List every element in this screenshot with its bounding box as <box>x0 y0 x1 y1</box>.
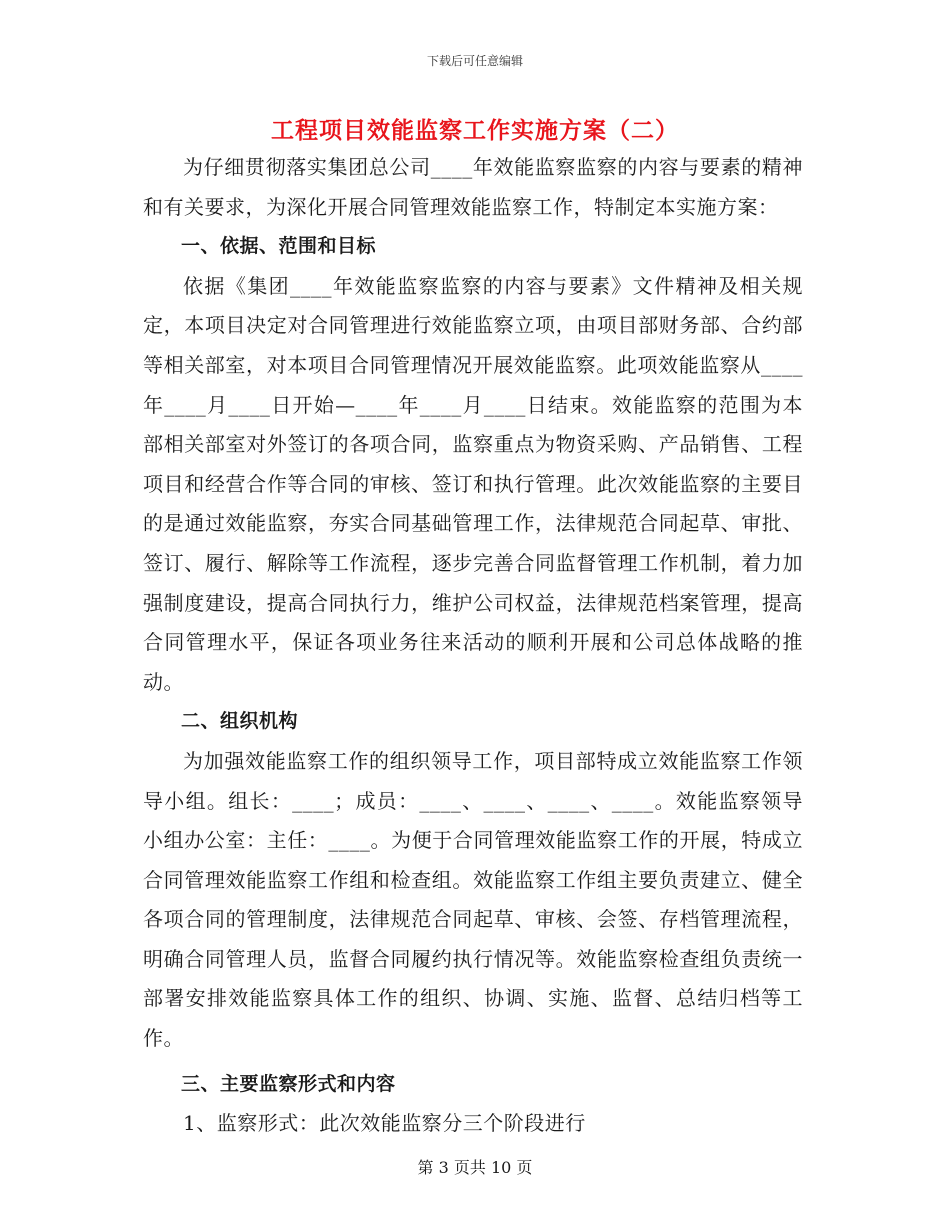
intro-paragraph: 为仔细贯彻落实集团总公司____年效能监察监察的内容与要素的精神和有关要求，为深化开展合同管理效能监察工作，特制定本实施方案： <box>143 155 803 219</box>
document-body <box>143 148 803 1144</box>
section-body-basis: 依据《集团____年效能监察监察的内容与要素》文件精神及相关规定，本项目决定对合同管理进行效能监察立项，由项目部财务部、合约部等相关部室，对本项目合同管理情况开展效能监察。此项效能监察从____年____月____日开始—____年____月____日结束。效能监察的范围为本部相关部室对外签订的各项合同，监察重点为物资采购、产品销售、工程项目和经营合作等合同的审核、签订和执行管理。此次效能监察的主要目的是通过效能监察，夯实合同基础管理工作，法律规范合同起草、审批、签订、履行、解除等工作流程，逐步完善合同监督管理工作机制，着力加强制度建设，提高合同执行力，维护公司权益，法律规范档案管理，提高合同管理水平，保证各项业务往来活动的顺利开展和公司总体战略的推动。 <box>143 273 803 694</box>
header-note: 下载后可任意编辑 <box>426 54 523 68</box>
section-heading-organization: 二、组织机构 <box>181 710 299 733</box>
section-heading-basis: 一、依据、范围和目标 <box>181 235 377 258</box>
section-body-organization: 为加强效能监察工作的组织领导工作，项目部特成立效能监察工作领导小组。组长：____；成员：____、____、____、____。效能监察领导小组办公室：主任：____。为便于合同管理效能监察工作的开展，特成立合同管理效能监察工作组和检查组。效能监察工作组主要负责建立、健全各项合同的管理制度，法律规范合同起草、审核、会签、存档管理流程，明确合同管理人员，监督合同履约执行情况等。效能监察检查组负责统一部署安排效能监察具体工作的组织、协调、实施、监督、总结归档等工作。 <box>143 748 803 1051</box>
page-number: 第 3 页共 10 页 <box>417 1158 533 1177</box>
document-title: 工程项目效能监察工作实施方案（二） <box>271 117 679 144</box>
section-body-supervision: 1、监察形式：此次效能监察分三个阶段进行 <box>183 1111 586 1136</box>
section-heading-supervision: 三、主要监察形式和内容 <box>181 1072 396 1095</box>
